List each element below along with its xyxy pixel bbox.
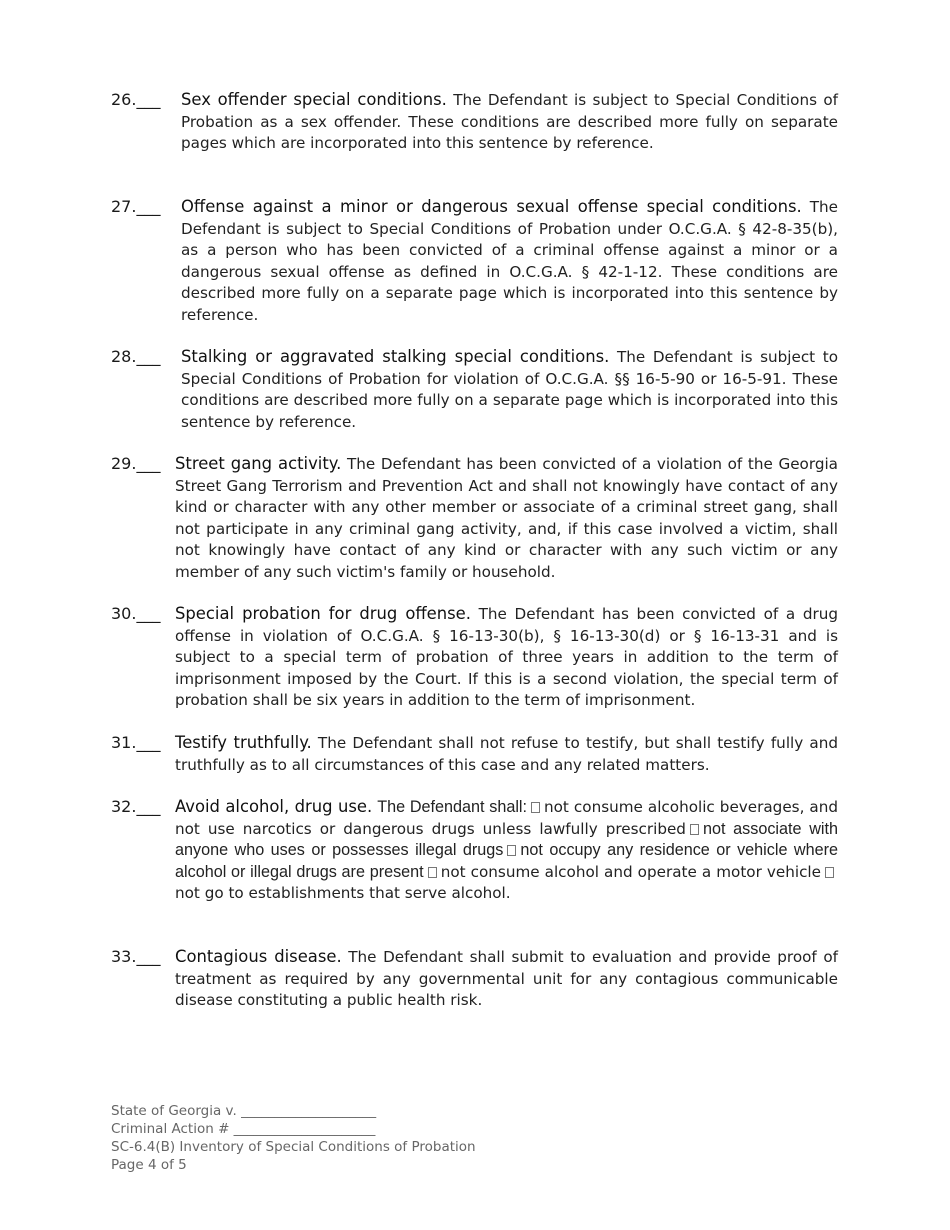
- condition-heading: Testify truthfully.: [175, 733, 312, 752]
- condition-33: [111, 946, 838, 1012]
- condition-body: The Defendant is subject to Special Conditions of Probation under O.C.G.A. § 42-8-35(b), as a person who has been convicted of a criminal offense against a minor or a dangerous sexual offense as defined in O.C.G.A. § 42-1-12. These conditions are described more fully on a separate page which is incorporated into this sentence by reference.: [181, 198, 838, 324]
- condition-heading: Avoid alcohol, drug use.: [175, 797, 373, 816]
- footer-page-number: Page 4 of 5: [111, 1157, 187, 1173]
- condition-body: The Defendant is subject to Special Conditions of Probation as a sex offender. These conditions are described more fully on separate pages which are incorporated into this sentence by reference.: [181, 91, 838, 152]
- footer-case-name: State of Georgia v. ____________________: [111, 1103, 377, 1119]
- condition-body: The Defendant shall not refuse to testify, but shall testify fully and truthfully as to all circumstances of this case and any related matters.: [175, 734, 838, 774]
- condition-number: 33.___: [111, 947, 161, 966]
- condition-body: The Defendant has been convicted of a drug offense in violation of O.C.G.A. § 16-13-30(b), § 16-13-30(d) or § 16-13-31 and is subject to a special term of probation of three years in addition to the term of imprisonment imposed by the Court. If this is a second violation, the special term of probation shall be six years in addition to the term of imprisonment.: [175, 605, 838, 709]
- checkbox[interactable]: [531, 802, 540, 813]
- condition-heading: Street gang activity.: [175, 454, 342, 473]
- condition-number: 28.___: [111, 347, 161, 366]
- condition-number: 26.___: [111, 90, 161, 109]
- condition-28: [111, 346, 838, 433]
- condition-text: [175, 453, 838, 583]
- condition-text: [175, 603, 838, 712]
- condition-option: not occupy any residence or vehicle where alcohol or illegal drugs are present: [175, 841, 838, 881]
- checkbox[interactable]: [428, 867, 437, 878]
- condition-number: 31.___: [111, 733, 161, 752]
- condition-number: 32.___: [111, 797, 161, 816]
- checkbox[interactable]: [507, 845, 516, 856]
- condition-heading: Offense against a minor or dangerous sexual offense special conditions.: [181, 197, 802, 216]
- condition-text: [175, 732, 838, 776]
- condition-number: 29.___: [111, 454, 161, 473]
- condition-text: [181, 89, 838, 155]
- condition-29: [111, 453, 838, 583]
- condition-32: [111, 796, 838, 905]
- condition-text: [181, 346, 838, 433]
- condition-heading: Special probation for drug offense.: [175, 604, 471, 623]
- condition-option: not consume alcohol and operate a motor vehicle: [440, 862, 822, 881]
- condition-26: [111, 89, 838, 155]
- condition-intro: The Defendant shall:: [377, 798, 528, 816]
- checkbox[interactable]: [690, 824, 699, 835]
- footer-criminal-action: Criminal Action # _____________________: [111, 1121, 376, 1137]
- condition-heading: Contagious disease.: [175, 947, 342, 966]
- condition-heading: Sex offender special conditions.: [181, 90, 447, 109]
- condition-text: [181, 196, 838, 326]
- condition-text: [175, 946, 838, 1012]
- condition-heading: Stalking or aggravated stalking special conditions.: [181, 347, 610, 366]
- page-footer: [111, 1102, 476, 1174]
- condition-option: not go to establishments that serve alcohol.: [175, 884, 511, 902]
- condition-option: not consume alcoholic beverages, and not use narcotics or dangerous drugs unless lawfully prescribed: [175, 798, 839, 838]
- condition-text: [175, 796, 838, 905]
- condition-number: 27.___: [111, 197, 161, 216]
- condition-27: [111, 196, 838, 326]
- condition-body: The Defendant is subject to Special Conditions of Probation for violation of O.C.G.A. §§ 16-5-90 or 16-5-91. These conditions are described more fully on a separate page which is incorporated into this sentence by reference.: [181, 348, 838, 431]
- condition-number: 30.___: [111, 604, 161, 623]
- condition-30: [111, 603, 838, 712]
- condition-option: not associate with anyone who uses or possesses illegal drugs: [175, 819, 839, 859]
- condition-body: The Defendant has been convicted of a violation of the Georgia Street Gang Terrorism and Prevention Act and shall not knowingly have contact of any kind or character with any other member or associate of a criminal street gang, shall not participate in any criminal gang activity, and, if this case involved a victim, shall not knowingly have contact of any kind or character with any such victim or any member of any such victim's family or household.: [175, 455, 838, 581]
- condition-31: [111, 732, 838, 776]
- checkbox[interactable]: [825, 867, 834, 878]
- condition-body: The Defendant shall submit to evaluation and provide proof of treatment as required by any governmental unit for any contagious communicable disease constituting a public health risk.: [175, 948, 838, 1009]
- footer-form-title: SC-6.4(B) Inventory of Special Conditions of Probation: [111, 1139, 476, 1155]
